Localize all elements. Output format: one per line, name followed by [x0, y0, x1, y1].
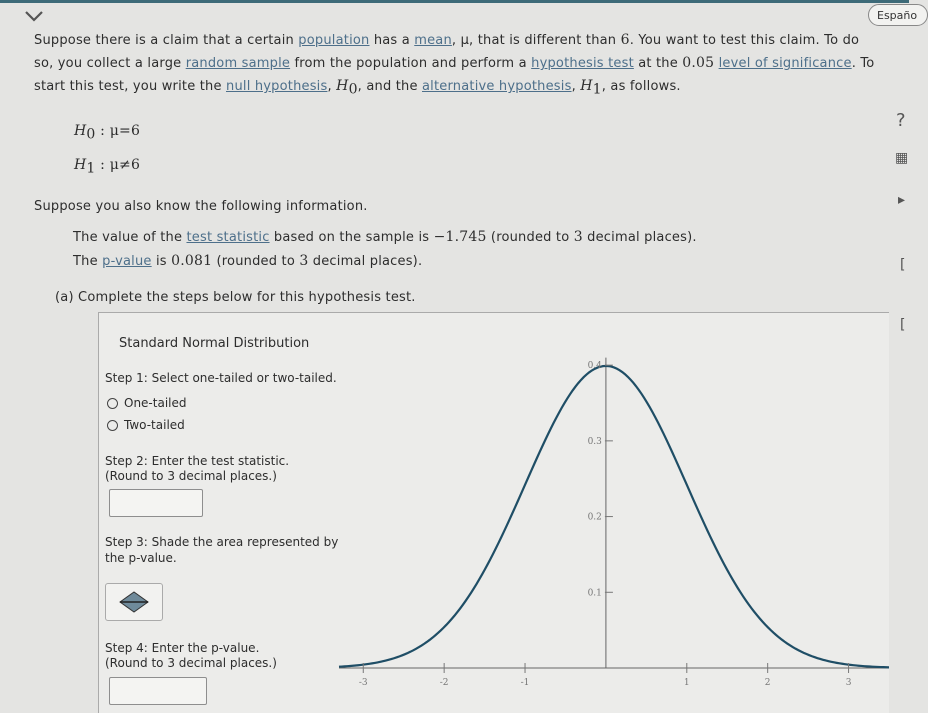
- h1-var: H: [74, 157, 87, 173]
- h0-sub: 0: [86, 126, 96, 143]
- step4-label: Step 4: Enter the p-value.: [105, 641, 260, 655]
- text: has a: [369, 33, 415, 48]
- problem-line-2: [34, 55, 874, 71]
- text: is: [151, 254, 172, 269]
- text: ,: [327, 79, 337, 94]
- top-accent-bar: [0, 0, 909, 3]
- one-tailed-label: One-tailed: [124, 396, 187, 410]
- normal-curve-chart[interactable]: [339, 343, 889, 713]
- decimal-places: 3: [573, 229, 583, 245]
- p-value-value: 0.081: [171, 253, 213, 269]
- x-tick-label: 2: [764, 678, 771, 688]
- h1-symbol: H: [580, 78, 593, 94]
- collapse-chevron-icon[interactable]: [22, 6, 46, 26]
- text: so, you collect a large: [34, 56, 186, 71]
- h1-sub: 1: [86, 160, 96, 177]
- h1-expression: : μ≠6: [95, 157, 141, 173]
- x-tick-label: -3: [358, 678, 368, 688]
- text: based on the sample is: [269, 230, 434, 245]
- bracket-icon[interactable]: [: [900, 257, 906, 273]
- claim-value: 6: [620, 32, 630, 48]
- significance-value: 0.05: [682, 55, 715, 71]
- population-link[interactable]: population: [298, 33, 370, 48]
- test-statistic-line: [73, 229, 697, 245]
- problem-line-1: [34, 32, 859, 48]
- test-statistic-value: −1.745: [433, 229, 487, 245]
- y-tick-label: 0.3: [587, 436, 602, 447]
- null-hypothesis-statement: [74, 123, 140, 143]
- text: from the population and perform a: [290, 56, 532, 71]
- alternative-hypothesis-link[interactable]: alternative hypothesis: [422, 79, 572, 94]
- h0-expression: : μ=6: [95, 123, 141, 139]
- step3-label: Step 3: Shade the area represented by: [105, 535, 339, 549]
- play-icon[interactable]: ▸: [898, 192, 906, 208]
- problem-line-3: [34, 78, 681, 98]
- h0-subscript: 0: [348, 81, 358, 98]
- text: decimal places).: [308, 254, 423, 269]
- null-hypothesis-link[interactable]: null hypothesis: [226, 79, 328, 94]
- text: decimal places).: [582, 230, 697, 245]
- help-icon[interactable]: ?: [896, 110, 906, 131]
- text: (rounded to: [212, 254, 300, 269]
- step2-note: (Round to 3 decimal places.): [105, 469, 277, 483]
- test-statistic-input[interactable]: [109, 489, 203, 517]
- text: . You want to test this claim. To do: [629, 33, 860, 48]
- text: (rounded to: [486, 230, 574, 245]
- text: , and the: [357, 79, 422, 94]
- h1-subscript: 1: [592, 81, 602, 98]
- two-tailed-option[interactable]: [107, 418, 185, 432]
- text: . To: [851, 56, 875, 71]
- radio-icon[interactable]: [107, 398, 118, 409]
- text: , as follows.: [601, 79, 681, 94]
- step3-note: the p-value.: [105, 551, 177, 565]
- text: The: [73, 254, 103, 269]
- x-tick-label: 3: [845, 678, 852, 688]
- info-intro: Suppose you also know the following information.: [34, 199, 368, 214]
- language-toggle-button[interactable]: Españo: [868, 4, 928, 26]
- text: start this test, you write the: [34, 79, 226, 94]
- x-tick-label: -2: [439, 678, 449, 688]
- radio-icon[interactable]: [107, 420, 118, 431]
- one-tailed-option[interactable]: [107, 396, 187, 410]
- calculator-icon[interactable]: ▦: [895, 150, 909, 166]
- decimal-places: 3: [299, 253, 309, 269]
- shade-tool-icon: [106, 584, 162, 620]
- step1-label: Step 1: Select one-tailed or two-tailed.: [105, 371, 337, 385]
- h0-symbol: H: [336, 78, 349, 94]
- p-value-input[interactable]: [109, 677, 207, 705]
- normal-curve-line: [339, 366, 889, 667]
- random-sample-link[interactable]: random sample: [185, 56, 291, 71]
- x-tick-label: 1: [683, 678, 690, 688]
- text: at the: [633, 56, 683, 71]
- text: Suppose there is a claim that a certain: [34, 33, 299, 48]
- panel-title: Standard Normal Distribution: [119, 336, 310, 351]
- two-tailed-label: Two-tailed: [124, 418, 185, 432]
- alternative-hypothesis-statement: [74, 157, 140, 177]
- p-value-link[interactable]: p-value: [102, 254, 152, 269]
- text: , μ, that is different than: [451, 33, 621, 48]
- shade-area-button[interactable]: [105, 583, 163, 621]
- p-value-line: [73, 253, 422, 269]
- x-tick-label: -1: [520, 678, 530, 688]
- text: The value of the: [73, 230, 187, 245]
- h0-var: H: [74, 123, 87, 139]
- test-statistic-link[interactable]: test statistic: [186, 230, 270, 245]
- step2-label: Step 2: Enter the test statistic.: [105, 454, 290, 468]
- normal-distribution-panel: [98, 312, 889, 713]
- bracket-icon[interactable]: [: [900, 317, 906, 333]
- step4-note: (Round to 3 decimal places.): [105, 656, 277, 670]
- y-tick-label: 0.4: [587, 361, 602, 372]
- y-tick-label: 0.2: [587, 512, 602, 523]
- hypothesis-test-link[interactable]: hypothesis test: [531, 56, 634, 71]
- text: ,: [571, 79, 581, 94]
- part-a-heading: (a) Complete the steps below for this hypothesis test.: [55, 290, 416, 305]
- y-tick-label: 0.1: [587, 588, 602, 599]
- level-of-significance-link[interactable]: level of significance: [718, 56, 852, 71]
- mean-link[interactable]: mean: [414, 33, 452, 48]
